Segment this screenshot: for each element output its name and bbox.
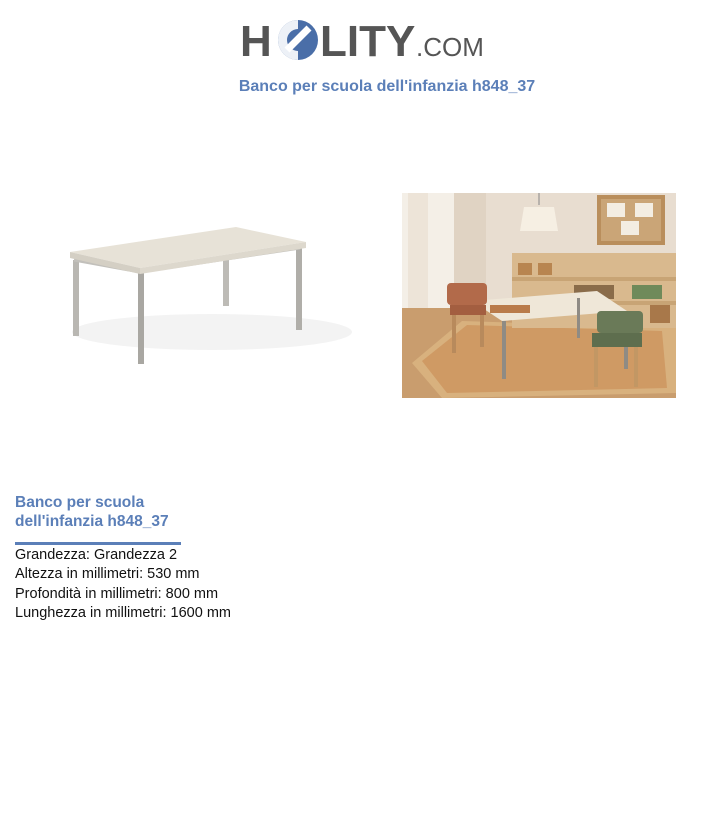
brand-logo [240,10,485,70]
title-underline [15,542,181,545]
spec-depth: Profondità in millimetri: 800 mm [15,585,219,602]
spec-list [15,546,231,623]
svg-text:LITY: LITY [320,17,416,66]
table-product-image [62,222,362,372]
product-name-line1: Banco per scuola [15,494,145,511]
spec-length: Lunghezza in millimetri: 1600 mm [15,604,231,621]
product-name [15,493,205,531]
svg-text:.COM: .COM [416,32,484,62]
document-title: Banco per scuola dell'infanzia h848_37 [238,78,536,95]
spec-height: Altezza in millimetri: 530 mm [15,566,200,583]
classroom-scene-image [402,193,676,398]
spec-size: Grandezza: Grandezza 2 [15,547,178,563]
svg-text:H: H [240,17,272,66]
product-name-line2: dell'infanzia h848_37 [15,513,169,530]
logo-o-mark [278,20,318,60]
